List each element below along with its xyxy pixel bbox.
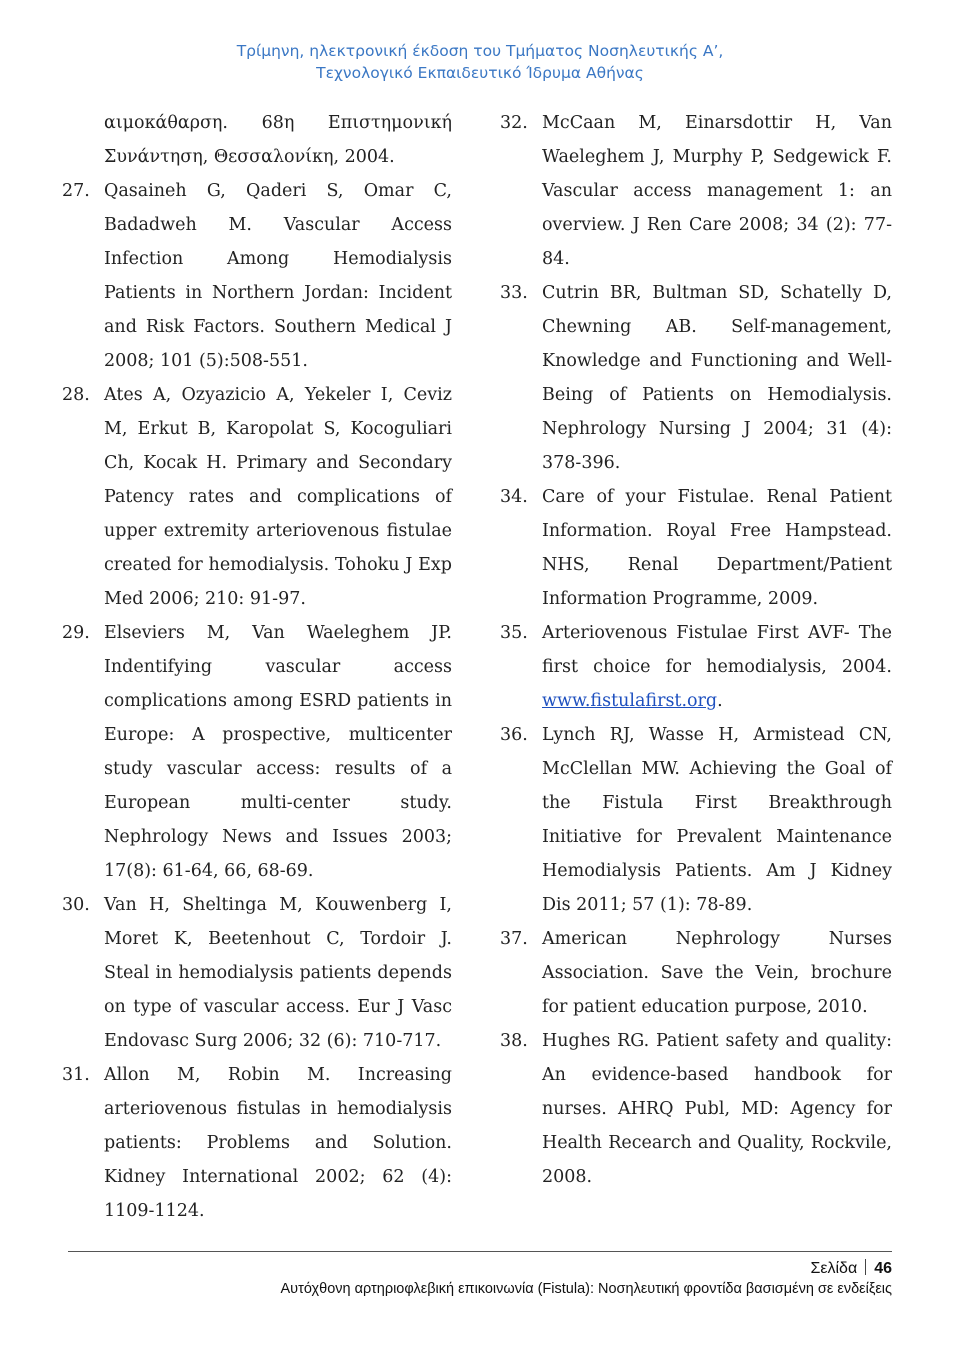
reference-number: 37. [500,929,528,949]
reference-36 [500,718,892,922]
footer-divider [68,1251,892,1252]
page-separator [865,1259,866,1275]
footer-article-title: Αυτόχθονη αρτηριοφλεβική επικοινωνία (Fistula): Νοσηλευτική φροντίδα βασισμένη σε ενδείξεις [280,1281,892,1297]
fistulafirst-link[interactable]: www.fistulafirst.org [542,691,718,711]
reference-32 [500,106,892,276]
reference-27 [62,174,452,378]
reference-text: Cutrin BR, Bultman SD, Schatelly D, Chewning AB. Self-management, Knowledge and Functioning and Well-Being of Patients on Hemodialysis. Nephrology Nursing J 2004; 31 (4): 378-396. [542,283,892,473]
reference-30 [62,888,452,1058]
reference-number: 28. [62,385,90,405]
reference-number: 33. [500,283,528,303]
reference-number: 34. [500,487,528,507]
reference-number: 30. [62,895,90,915]
reference-text: Elseviers M, Van Waeleghem JP. Indentifying vascular access complications among ESRD patients in Europe: A prospective, multicenter study vascular access: results of a European multi-center study. Nephrology News and Issues 2003; 17(8): 61-64, 66, 68-69. [104,623,452,881]
reference-text: Qasaineh G, Qaderi S, Omar C, Badadweh M. Vascular Access Infection Among Hemodialysis Patients in Northern Jordan: Incident and Risk Factors. Southern Medical J 2008; 101 (5):508-551. [104,181,452,371]
reference-number: 29. [62,623,90,643]
reference-number: 38. [500,1031,528,1051]
reference-number: 36. [500,725,528,745]
reference-38 [500,1024,892,1194]
reference-35 [500,616,892,718]
reference-text: Lynch RJ, Wasse H, Armistead CN, McClellan MW. Achieving the Goal of the Fistula First Breakthrough Initiative for Prevalent Maintenance Hemodialysis Patients. Am J Kidney Dis 2011; 57 (1): 78-89. [542,725,892,915]
reference-34 [500,480,892,616]
left-reference-column [62,106,452,1228]
page-word: Σελίδα [810,1260,858,1277]
reference-28 [62,378,452,616]
reference-29 [62,616,452,888]
reference-text: Van H, Sheltinga M, Kouwenberg I, Moret K, Beetenhout C, Tordoir J. Steal in hemodialysis patients depends on type of vascular access. Eur J Vasc Endovasc Surg 2006; 32 (6): 710-717. [104,895,452,1051]
reference-text: αιμοκάθαρση. 68η Επιστημονική Συνάντηση, Θεσσαλονίκη, 2004. [104,113,452,167]
reference-number: 31. [62,1065,90,1085]
reference-number: 27. [62,181,90,201]
reference-35-trailing-period: . [717,691,723,711]
journal-header-line-2: Τεχνολογικό Εκπαιδευτικό Ίδρυμα Αθήνας [316,64,644,82]
reference-31 [62,1058,452,1228]
right-reference-column [500,106,892,1194]
reference-text: American Nephrology Nurses Association. Save the Vein, brochure for patient education purpose, 2010. [542,929,892,1017]
reference-number: 32. [500,113,528,133]
reference-33 [500,276,892,480]
reference-35-body: Arteriovenous Fistulae First AVF- The first choice for hemodialysis, 2004. [542,623,892,677]
reference-text: Hughes RG. Patient safety and quality: An evidence-based handbook for nurses. AHRQ Publ, MD: Agency for Health Recearch and Quality, Rockvile, 2008. [542,1031,892,1187]
reference-37 [500,922,892,1024]
reference-text: McCaan M, Einarsdottir H, Van Waeleghem J, Murphy P, Sedgewick F. Vascular access management 1: an overview. J Ren Care 2008; 34 (2): 77-84. [542,113,892,269]
reference-text [542,616,892,718]
reference-text: Ates A, Ozyazicio A, Yekeler I, Ceviz M, Erkut B, Karopolat S, Kocoguliari Ch, Kocak H. Primary and Secondary Patency rates and complications of upper extremity arteriovenous fistulae created for hemodialysis. Tohoku J Exp Med 2006; 210: 91-97. [104,385,452,609]
journal-header-line-1: Τρίμηνη, ηλεκτρονική έκδοση του Τμήματος Νοσηλευτικής Α’, [236,42,724,60]
reference-text: Allon M, Robin M. Increasing arteriovenous fistulas in hemodialysis patients: Problems and Solution. Kidney International 2002; 62 (4): 1109-1124. [104,1065,452,1221]
page-number: 46 [874,1260,892,1277]
reference-text: Care of your Fistulae. Renal Patient Information. Royal Free Hampstead. NHS, Renal Department/Patient Information Programme, 2009. [542,487,892,609]
journal-header [0,40,960,84]
page-number-label [810,1259,892,1278]
reference-continuation [62,106,452,174]
reference-number: 35. [500,623,528,643]
